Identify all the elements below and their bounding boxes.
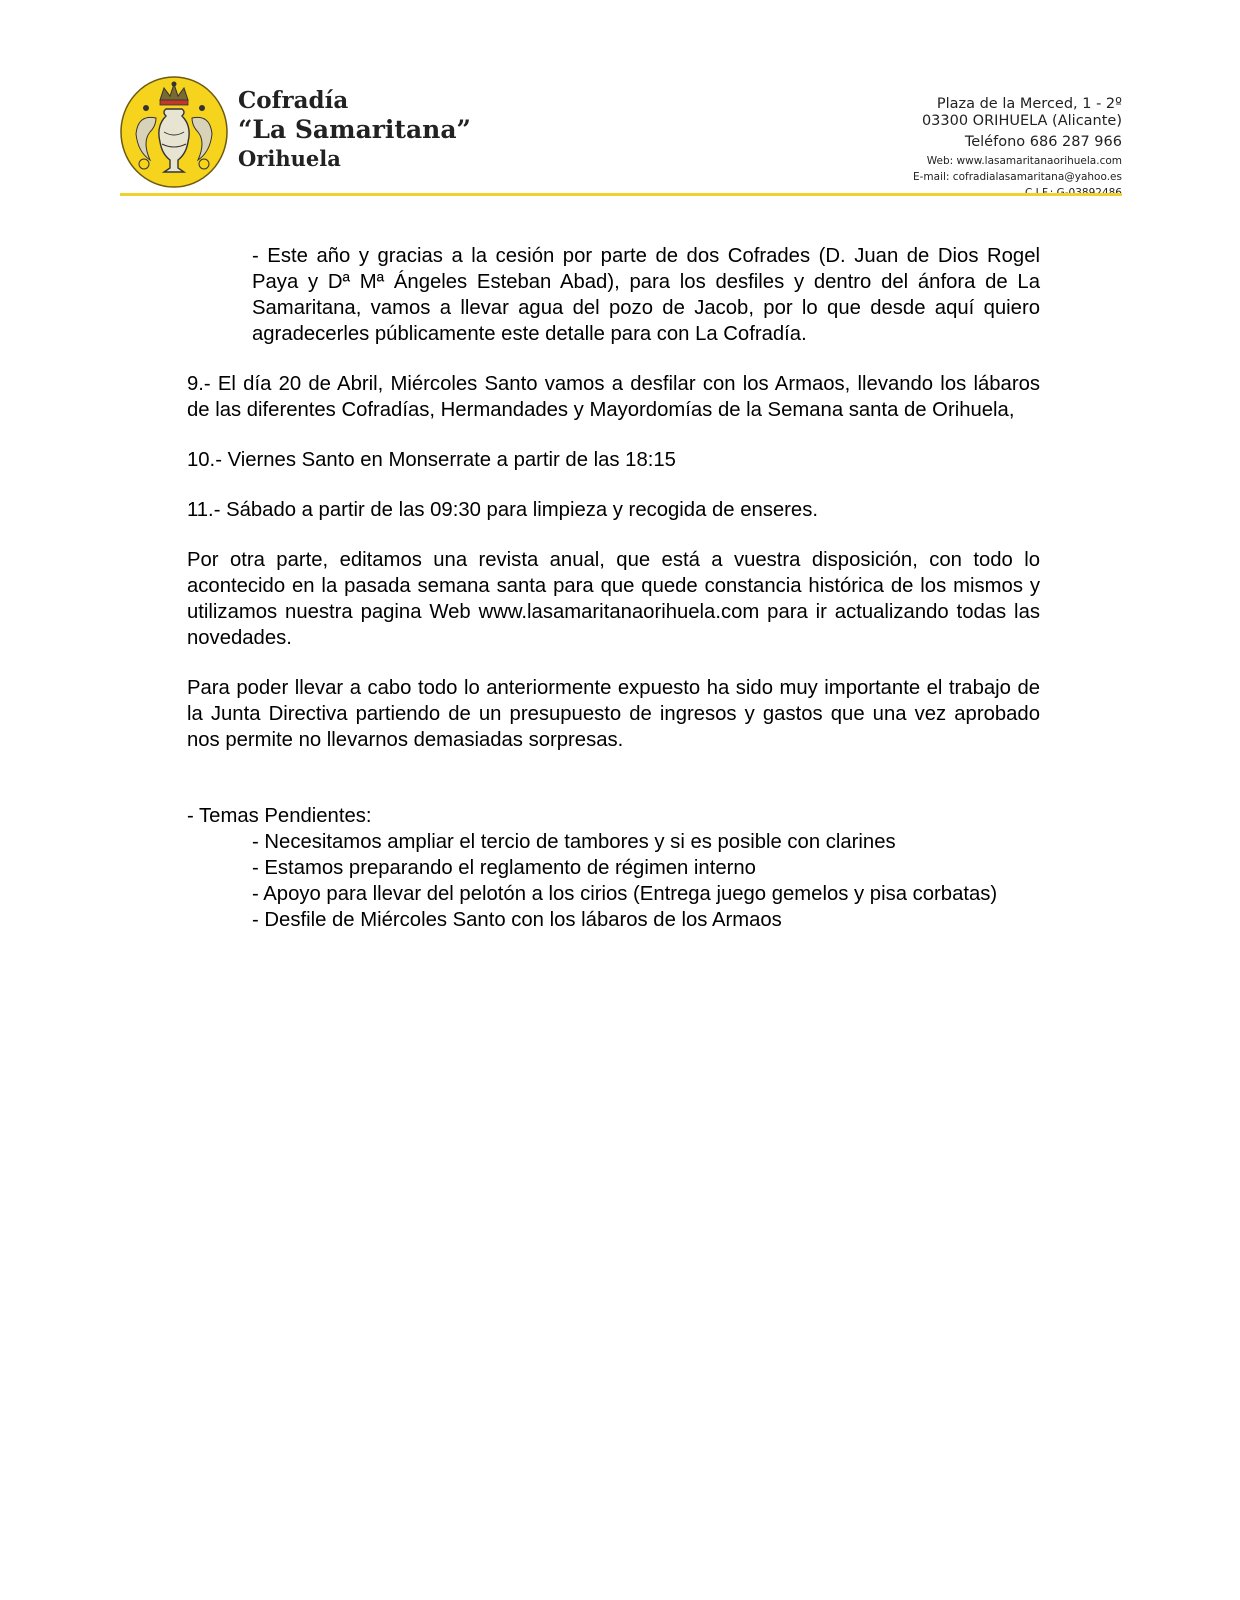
- list-item: - Necesitamos ampliar el tercio de tambores y si es posible con clarines: [252, 831, 896, 853]
- address-line1: Plaza de la Merced, 1 - 2º: [936, 96, 1122, 112]
- paragraph-junta: Para poder llevar a cabo todo lo anteriormente expuesto ha sido muy importante el trabajo de la Junta Directiva partiendo de un presupuesto de ingresos y gastos que una vez aprobado nos permite no llevarnos demasiadas sorpresas.: [187, 677, 1040, 751]
- org-name-line: “La Samaritana”: [238, 115, 471, 144]
- org-name-line: Orihuela: [238, 146, 341, 171]
- cofradia-emblem: [120, 76, 228, 188]
- phone: Teléfono 686 287 966: [964, 134, 1122, 150]
- list-item: - Desfile de Miércoles Santo con los lábaros de los Armaos: [252, 909, 782, 931]
- email-address: E-mail: cofradialasamaritana@yahoo.es: [913, 171, 1122, 183]
- header-divider: [120, 193, 1122, 196]
- list-item: - Estamos preparando el reglamento de régimen interno: [252, 857, 756, 879]
- organization-name: [238, 86, 471, 173]
- org-name-line: Cofradía: [238, 87, 349, 114]
- letter-body: [187, 243, 1040, 933]
- web-address: Web: www.lasamaritanaorihuela.com: [926, 155, 1122, 167]
- paragraph-revista: Por otra parte, editamos una revista anual, que está a vuestra disposición, con todo lo acontecido en la pasada semana santa para que quede constancia histórica de los mismos y utilizamos nuestra pagina Web www.lasamaritanaorihuela.com para ir actualizando todas las novedades.: [187, 549, 1040, 649]
- paragraph-item-9: 9.- El día 20 de Abril, Miércoles Santo vamos a desfilar con los Armaos, llevando los lábaros de las diferentes Cofradías, Hermandades y Mayordomías de la Semana santa de Orihuela,: [187, 373, 1040, 421]
- pending-topics-title: - Temas Pendientes:: [187, 805, 372, 827]
- pending-topics-list: [252, 829, 1040, 933]
- paragraph-item-10: 10.- Viernes Santo en Monserrate a partir de las 18:15: [187, 449, 676, 471]
- list-item: - Apoyo para llevar del pelotón a los cirios (Entrega juego gemelos y pisa corbatas): [252, 883, 998, 905]
- paragraph-item-11: 11.- Sábado a partir de las 09:30 para limpieza y recogida de enseres.: [187, 499, 818, 521]
- paragraph-cession: - Este año y gracias a la cesión por parte de dos Cofrades (D. Juan de Dios Rogel Paya y Dª Mª Ángeles Esteban Abad), para los desfiles y dentro del ánfora de La Samaritana, vamos a llevar agua del pozo de Jacob, por lo que desde aquí quiero agradecerles públicamente este detalle para con La Cofradía.: [252, 245, 1040, 345]
- address-line2: 03300 ORIHUELA (Alicante): [921, 113, 1122, 129]
- contact-block: [913, 96, 1122, 201]
